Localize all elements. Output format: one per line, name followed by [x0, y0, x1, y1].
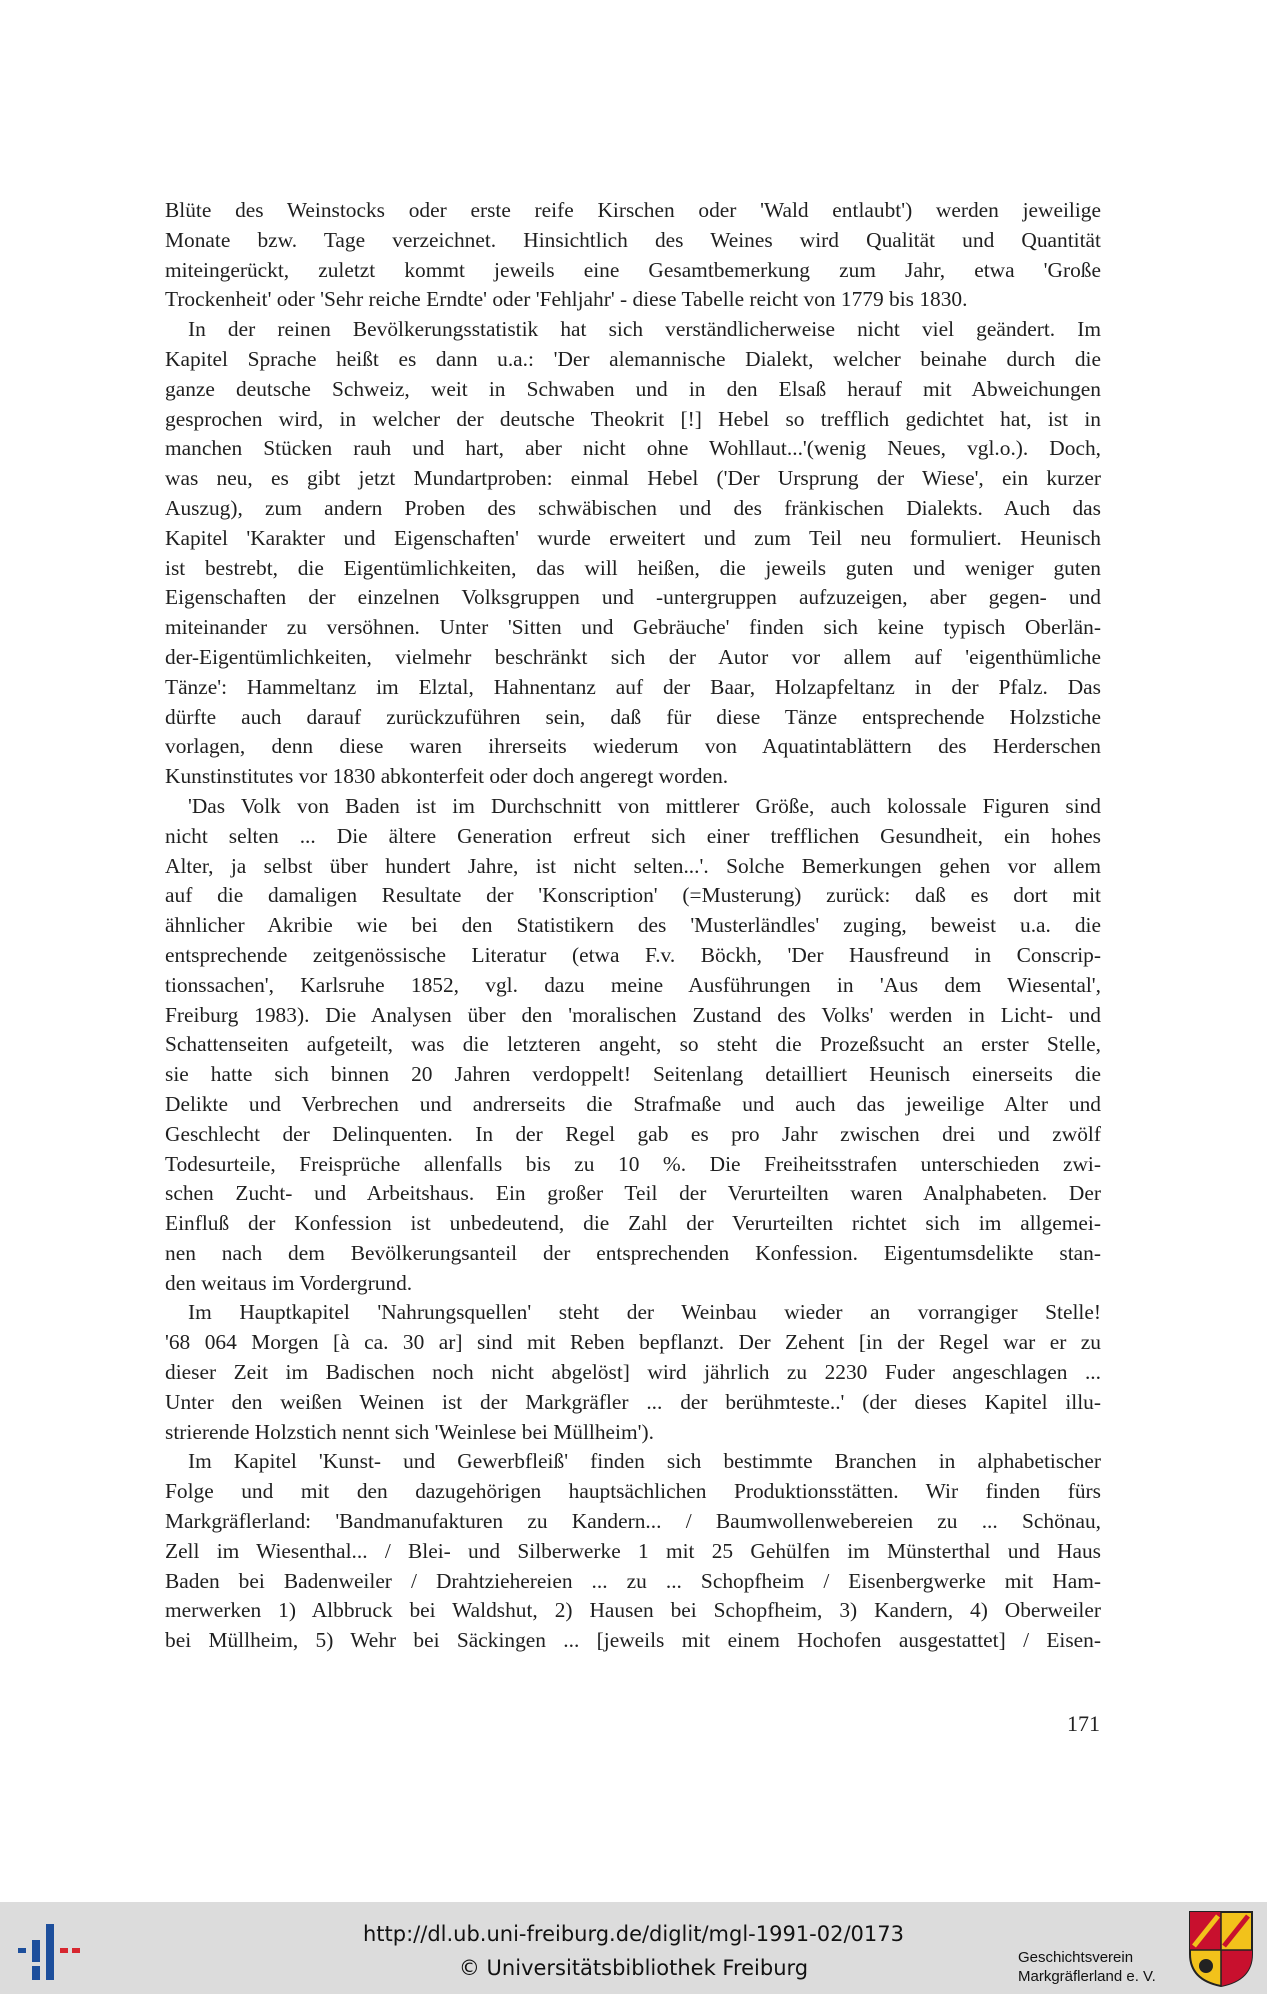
text-line: Kapitel Sprache heißt es dann u.a.: 'Der alemannische Dialekt, welcher beinahe durch die	[165, 346, 1101, 371]
text-line: Baden bei Badenweiler / Drahtziehereien ... zu ... Schopfheim / Eisenbergwerke mit Ham-	[165, 1568, 1101, 1593]
copyright-notice: © Universitätsbibliothek Freiburg	[458, 1956, 809, 1980]
text-line: Schattenseiten aufgeteilt, was die letzteren angeht, so steht die Prozeßsucht an erster Stelle,	[165, 1032, 1101, 1057]
viewer-footer	[0, 1902, 1267, 1994]
text-line: Eigenschaften der einzelnen Volksgruppen und -untergruppen aufzuzeigen, aber gegen- und	[165, 585, 1101, 610]
text-line: 'Das Volk von Baden ist im Durchschnitt von mittlerer Größe, auch kolossale Figuren sind	[188, 793, 1101, 818]
society-name-line-1: Geschichtsverein	[1018, 1949, 1134, 1966]
text-line: dieser Zeit im Badischen noch nicht abgelöst] wird jährlich zu 2230 Fuder angeschlagen ...	[165, 1360, 1101, 1385]
text-line: Alter, ja selbst über hundert Jahre, ist nicht selten...'. Solche Bemerkungen gehen vor allem	[165, 853, 1101, 878]
body-text	[165, 196, 1101, 1656]
text-line: Zell im Wiesenthal... / Blei- und Silberwerke 1 mit 25 Gehülfen im Münsterthal und Haus	[165, 1538, 1101, 1563]
text-line: strierende Holzstich nennt sich 'Weinlese bei Müllheim').	[165, 1419, 654, 1444]
text-line: Kapitel 'Karakter und Eigenschaften' wurde erweitert und zum Teil neu formuliert. Heunisch	[165, 525, 1101, 550]
text-line: Einfluß der Konfession ist unbedeutend, die Zahl der Verurteilten richtet sich im allgemei-	[165, 1211, 1101, 1236]
text-line: miteingerückt, zuletzt kommt jeweils eine Gesamtbemerkung zum Jahr, etwa 'Große	[165, 257, 1101, 282]
text-line: ist bestrebt, die Eigentümlichkeiten, das will heißen, die jeweils guten und weniger guten	[165, 555, 1101, 580]
text-line: tionssachen', Karlsruhe 1852, vgl. dazu meine Ausführungen in 'Aus dem Wiesental',	[165, 972, 1101, 997]
paragraph	[165, 1298, 1101, 1447]
text-line: '68 064 Morgen [à ca. 30 ar] sind mit Reben bepflanzt. Der Zehent [in der Regel war er zu	[165, 1330, 1101, 1355]
text-line: Todesurteile, Freisprüche allenfalls bis zu 10 %. Die Freiheitsstrafen unterschieden zwi-	[165, 1151, 1101, 1176]
text-line: nen nach dem Bevölkerungsanteil der entsprechenden Konfession. Eigentumsdelikte stan-	[165, 1240, 1101, 1265]
society-name	[1018, 1948, 1156, 1986]
text-line: Auszug), zum andern Proben des schwäbischen und des fränkischen Dialekts. Auch das	[165, 495, 1101, 520]
text-line: schen Zucht- und Arbeitshaus. Ein großer Teil der Verurteilten waren Analphabeten. Der	[165, 1181, 1101, 1206]
text-line: gesprochen wird, in welcher der deutsche Theokrit [!] Hebel so trefflich gedichtet hat, ist in	[165, 406, 1101, 431]
text-line: Im Hauptkapitel 'Nahrungsquellen' steht der Weinbau wieder an vorrangiger Stelle!	[188, 1300, 1101, 1325]
text-line: bei Müllheim, 5) Wehr bei Säckingen ... [jeweils mit einem Hochofen ausgestattet] / Eisen-	[165, 1628, 1101, 1653]
paragraph	[165, 196, 1101, 315]
text-line: ähnlicher Akribie wie bei den Statistikern des 'Musterländles' zuging, beweist u.a. die	[165, 913, 1101, 938]
paragraph	[165, 792, 1101, 1299]
text-line: ganze deutsche Schweiz, weit in Schwaben und in den Elsaß herauf mit Abweichungen	[165, 376, 1101, 401]
text-line: entsprechende zeitgenössische Literatur (etwa F.v. Böckh, 'Der Hausfreund in Conscrip-	[165, 942, 1101, 967]
text-line: manchen Stücken rauh und hart, aber nicht ohne Wohllaut...'(wenig Neues, vgl.o.). Doch,	[165, 436, 1101, 461]
text-line: was neu, es gibt jetzt Mundartproben: einmal Hebel ('Der Ursprung der Wiese', ein kurzer	[165, 466, 1101, 491]
text-line: Unter den weißen Weinen ist der Markgräfler ... der berühmteste..' (der dieses Kapitel illu-	[165, 1389, 1101, 1414]
paragraph	[165, 315, 1101, 792]
society-name-line-2: Markgräflerland e. V.	[1018, 1968, 1156, 1985]
text-line: vorlagen, denn diese waren ihrerseits wiederum von Aquatintablättern des Herderschen	[165, 734, 1101, 759]
text-line: Freiburg 1983). Die Analysen über den 'moralischen Zustand des Volks' werden in Licht- und	[165, 1002, 1101, 1027]
text-line: Delikte und Verbrechen und andrerseits die Strafmaße und auch das jeweilige Alter und	[165, 1091, 1101, 1116]
markgraeflerland-crest-icon	[1188, 1910, 1254, 1988]
permalink-url[interactable]: http://dl.ub.uni-freiburg.de/diglit/mgl-1991-02/0173	[362, 1922, 904, 1946]
text-line: Geschlecht der Delinquenten. In der Regel gab es pro Jahr zwischen drei und zwölf	[165, 1121, 1101, 1146]
text-line: miteinander zu versöhnen. Unter 'Sitten und Gebräuche' finden sich keine typisch Oberlän-	[165, 615, 1101, 640]
text-line: Im Kapitel 'Kunst- und Gewerbfleiß' finden sich bestimmte Branchen in alphabetischer	[188, 1449, 1101, 1474]
text-line: In der reinen Bevölkerungsstatistik hat sich verständlicherweise nicht viel geändert. Im	[188, 317, 1101, 342]
page-number: 171	[1067, 1711, 1100, 1736]
text-line: dürfte auch darauf zurückzuführen sein, daß für diese Tänze entsprechende Holzstiche	[165, 704, 1101, 729]
text-line: Trockenheit' oder 'Sehr reiche Erndte' oder 'Fehljahr' - diese Tabelle reicht von 1779 bis 1830.	[165, 287, 968, 312]
text-line: nicht selten ... Die ältere Generation erfreut sich einer trefflichen Gesundheit, ein hohes	[165, 823, 1101, 848]
text-line: Folge und mit den dazugehörigen hauptsächlichen Produktionsstätten. Wir finden fürs	[165, 1479, 1101, 1504]
text-line: Blüte des Weinstocks oder erste reife Kirschen oder 'Wald entlaubt') werden jeweilige	[165, 198, 1101, 222]
text-line: merwerken 1) Albbruck bei Waldshut, 2) Hausen bei Schopfheim, 3) Kandern, 4) Oberweiler	[165, 1598, 1101, 1623]
text-line: Tänze': Hammeltanz im Elztal, Hahnentanz auf der Baar, Holzapfeltanz in der Pfalz. Das	[165, 674, 1101, 699]
text-line: Kunstinstitutes vor 1830 abkonterfeit oder doch angeregt worden.	[165, 764, 729, 789]
paragraph	[165, 1447, 1101, 1656]
text-line: sie hatte sich binnen 20 Jahren verdoppelt! Seitenlang detailliert Heunisch einerseits die	[165, 1062, 1101, 1087]
text-line: Markgräflerland: 'Bandmanufakturen zu Kandern... / Baumwollenwebereien zu ... Schönau,	[165, 1509, 1101, 1534]
text-line: auf die damaligen Resultate der 'Konscription' (=Musterung) zurück: daß es dort mit	[165, 883, 1101, 908]
text-line: den weitaus im Vordergrund.	[165, 1270, 413, 1295]
text-line: Monate bzw. Tage verzeichnet. Hinsichtlich des Weines wird Qualität und Quantität	[165, 227, 1101, 252]
text-line: der-Eigentümlichkeiten, vielmehr beschränkt sich der Autor vor allem auf 'eigenthümliche	[165, 644, 1101, 669]
